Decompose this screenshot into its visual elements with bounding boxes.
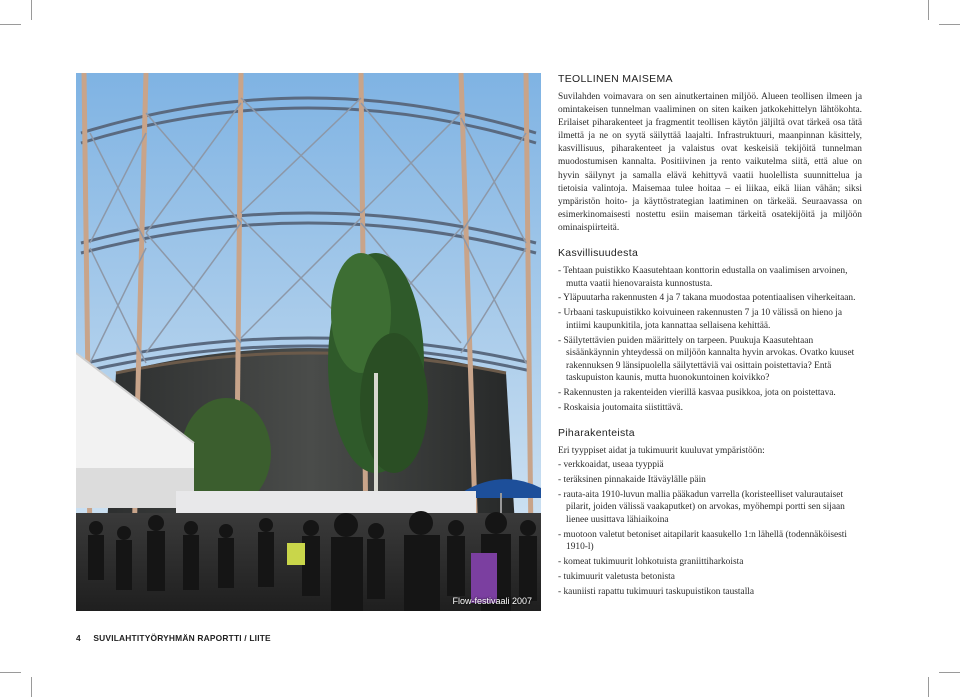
page-footer xyxy=(76,633,271,643)
crop-mark-tl-v xyxy=(31,0,32,20)
list-item: - Roskaisia joutomaita siistittävä. xyxy=(558,402,862,415)
list-item: - rauta-aita 1910-luvun mallia pääkadun varrella (koristeelliset valurautaiset pilarit, joiden välissä vaakaputket) on arvokas, myöhempi portti sen sijaan lienee uusittava lähiaikoina xyxy=(558,489,862,527)
list-item: - komeat tukimuurit lohkotuista graniittiharkoista xyxy=(558,556,862,569)
piharakenteet-list xyxy=(558,459,862,598)
list-item: - Yläpuutarha rakennusten 4 ja 7 takana muodostaa potentiaalisen viherkeitaan. xyxy=(558,292,862,305)
heading-piharakenteista: Piharakenteista xyxy=(558,426,635,439)
report-title: SUVILAHTITYÖRYHMÄN RAPORTTI / LIITE xyxy=(93,633,271,643)
list-item: - Säilytettävien puiden määrittely on tarpeen. Puukuja Kaasutehtaan sisäänkäynnin yhteydessä on miljöön kannalta hyvin arvokas. Ovatko kuuset rakennuksen 9 länsipuolella säilytettäviä vai osittain poistettavia? Entä taskupuiston kaunis, mutta huonokuntoinen koivikko? xyxy=(558,335,862,385)
kasvillisuus-list xyxy=(558,265,862,414)
crop-mark-tr-v xyxy=(928,0,929,20)
gasholder-photo xyxy=(76,73,541,611)
list-item: - muotoon valetut betoniset aitapilarit kaasukello 1:n lähellä (todennäköisesti 1910-l) xyxy=(558,529,862,554)
crop-mark-bl-v xyxy=(31,677,32,697)
list-item: - Urbaani taskupuistikko koivuineen rakennusten 7 ja 10 välissä on hieno ja intiimi kaupunkitila, jota kannattaa sellaisena kehittää. xyxy=(558,307,862,332)
list-item: - kauniisti rapattu tukimuuri taskupuistikon taustalla xyxy=(558,586,862,599)
list-item: - teräksinen pinnakaide Itäväylälle päin xyxy=(558,474,862,487)
piharakenteet-intro: Eri tyyppiset aidat ja tukimuurit kuuluvat ympäristöön: xyxy=(558,445,765,456)
heading-kasvillisuudesta: Kasvillisuudesta xyxy=(558,247,639,260)
crop-mark-br-h xyxy=(939,672,960,673)
list-item: - Tehtaan puistikko Kaasutehtaan konttorin edustalla on vaalimisen arvoinen, mutta vaatii hienovaraista kunnostusta. xyxy=(558,265,862,290)
list-item: - verkkoaidat, useaa tyyppiä xyxy=(558,459,862,472)
crop-mark-tl-h xyxy=(0,24,21,25)
page-number: 4 xyxy=(76,633,81,643)
list-item: - Rakennusten ja rakenteiden vierillä kasvaa pusikkoa, jota on poistettava. xyxy=(558,387,862,400)
crop-mark-bl-h xyxy=(0,672,21,673)
text-column xyxy=(558,73,862,600)
heading-teollinen-maisema: TEOLLINEN MAISEMA xyxy=(558,73,673,85)
photo-caption: Flow-festivaali 2007 xyxy=(452,596,532,606)
crop-mark-tr-h xyxy=(939,24,960,25)
list-item: - tukimuurit valetusta betonista xyxy=(558,571,862,584)
maisema-paragraph: Suvilahden voimavara on sen ainutkertainen miljöö. Alueen teollisen ilmeen ja omintakeisen tunnelman vaaliminen on siten kaiken jatkokehittelyn lähtökohta. Erilaiset piharakenteet ja fragmentit teollisen käytön jäljiltä ovat tärkeä osa tätä ilmettä ja ne on syytä säilyttää laajalti. Infrastruktuuri, maanpinnan käsittely, kasvillisuus, piharakenteet ja valaistus ovat keskeisiä tekijöitä tunnelman muodostumisen kannalta. Positiivinen ja rento vaikutelma siitä, että alue on hyvin säilynyt ja samalla elävä kehittyvä vaatii huolellista suunnittelua ja tietoisia valintoja. Maisemaa tulee hoitaa – ei liikaa, eikä liian vähän; siksi ympäristön hoito- ja käyttöstrategian laatiminen on tärkeää. Seuraavassa on esimerkinomaisesti nostettu esiin maiseman tärkeitä osatekijöitä ja miljöön ominaispiirteitä. xyxy=(558,92,862,233)
gasholder-illustration xyxy=(76,73,541,611)
crop-mark-br-v xyxy=(928,677,929,697)
